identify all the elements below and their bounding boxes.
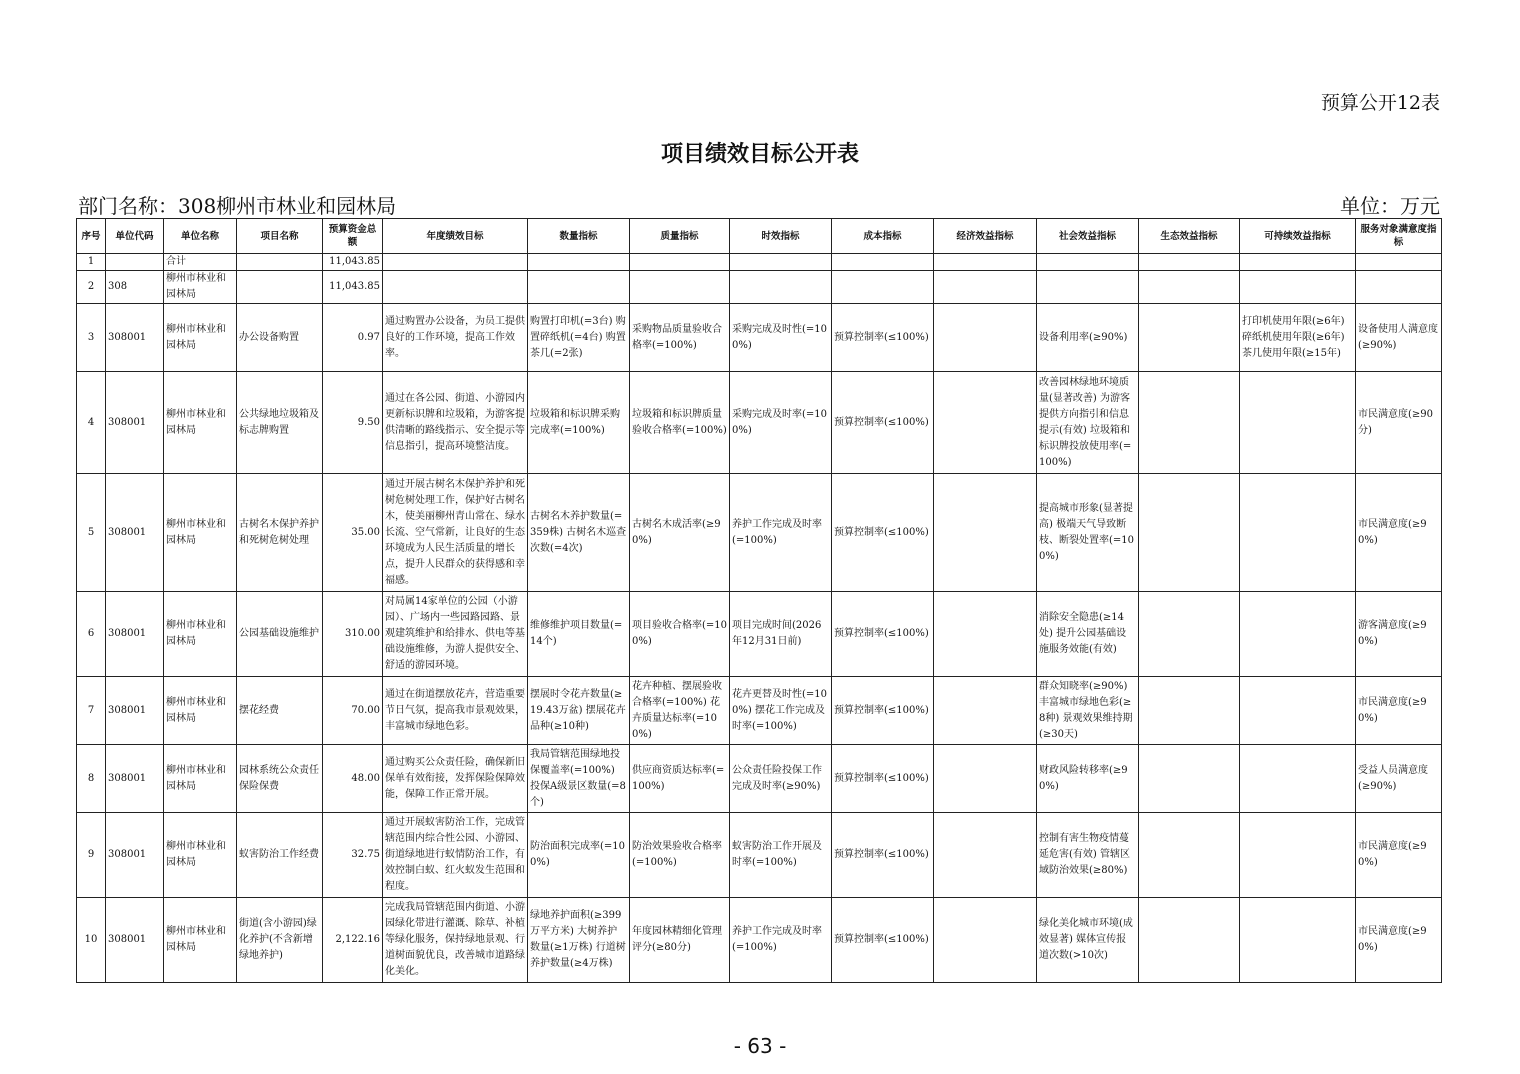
table-cell	[1240, 813, 1356, 898]
table-cell: 308001	[106, 474, 164, 592]
table-row	[77, 898, 1442, 983]
performance-table	[76, 218, 1442, 983]
table-cell	[1240, 592, 1356, 677]
table-cell: 维修维护项目数量(=14个)	[528, 592, 630, 677]
table-cell: 308001	[106, 592, 164, 677]
table-cell	[934, 271, 1037, 304]
table-cell: 设备利用率(≥90%)	[1037, 304, 1139, 372]
table-cell: 预算控制率(≤100%)	[832, 304, 934, 372]
table-cell: 市民满意度(≥90%)	[1356, 677, 1442, 745]
table-cell	[1240, 372, 1356, 474]
table-cell	[934, 745, 1037, 813]
table-number: 预算公开12表	[1320, 92, 1440, 114]
table-cell: 0.97	[323, 304, 383, 372]
table-cell: 消除安全隐患(≥14处) 提升公园基础设施服务效能(有效)	[1037, 592, 1139, 677]
table-cell: 4	[77, 372, 106, 474]
table-cell: 10	[77, 898, 106, 983]
table-row	[77, 304, 1442, 372]
table-cell: 打印机使用年限(≥6年) 碎纸机使用年限(≥6年) 茶几使用年限(≥15年)	[1240, 304, 1356, 372]
table-cell	[1356, 254, 1442, 271]
table-row	[77, 677, 1442, 745]
table-cell	[630, 254, 730, 271]
table-cell	[832, 254, 934, 271]
table-cell	[237, 271, 323, 304]
table-cell: 预算控制率(≤100%)	[832, 813, 934, 898]
table-cell	[832, 271, 934, 304]
table-row	[77, 813, 1442, 898]
table-cell	[1240, 898, 1356, 983]
table-cell: 古树名木成活率(≥90%)	[630, 474, 730, 592]
table-cell: 对局属14家单位的公园（小游园）、广场内一些园路园路、景观建筑维护和给排水、供电等基础设施维修，为游人提供安全、舒适的游园环境。	[383, 592, 528, 677]
table-cell: 供应商资质达标率(=100%)	[630, 745, 730, 813]
table-cell: 柳州市林业和园林局	[164, 813, 237, 898]
table-cell: 预算控制率(≤100%)	[832, 677, 934, 745]
table-cell: 柳州市林业和园林局	[164, 677, 237, 745]
table-cell: 园林系统公众责任保险保费	[237, 745, 323, 813]
table-cell	[1240, 254, 1356, 271]
table-cell	[383, 254, 528, 271]
table-cell	[1139, 304, 1240, 372]
table-cell: 花卉更替及时性(=100%) 摆花工作完成及时率(=100%)	[730, 677, 832, 745]
table-cell	[1037, 254, 1139, 271]
table-cell: 11,043.85	[323, 254, 383, 271]
table-cell	[528, 254, 630, 271]
table-cell: 8	[77, 745, 106, 813]
table-cell	[1240, 271, 1356, 304]
table-cell	[934, 474, 1037, 592]
table-cell	[934, 898, 1037, 983]
table-cell: 预算控制率(≤100%)	[832, 898, 934, 983]
table-cell: 项目验收合格率(=100%)	[630, 592, 730, 677]
table-cell: 柳州市林业和园林局	[164, 372, 237, 474]
table-cell	[730, 254, 832, 271]
table-cell	[1037, 271, 1139, 304]
table-cell	[934, 677, 1037, 745]
table-row	[77, 254, 1442, 271]
table-cell: 养护工作完成及时率(=100%)	[730, 474, 832, 592]
column-header: 服务对象满意度指标	[1356, 219, 1442, 254]
table-cell: 群众知晓率(≥90%) 丰富城市绿地色彩(≥8种) 景观效果维持期(≥30天)	[1037, 677, 1139, 745]
table-cell: 市民满意度(≥90分)	[1356, 372, 1442, 474]
table-cell: 通过购买公众责任险，确保新旧保单有效衔接，发挥保险保障效能，保障工作正常开展。	[383, 745, 528, 813]
table-cell: 308001	[106, 372, 164, 474]
table-cell	[528, 271, 630, 304]
table-cell: 摆展时令花卉数量(≥19.43万盆) 摆展花卉品种(≥10种)	[528, 677, 630, 745]
table-cell: 采购完成及时率(=100%)	[730, 372, 832, 474]
page-number: - 63 -	[733, 1034, 787, 1058]
table-cell: 70.00	[323, 677, 383, 745]
table-cell: 财政风险转移率(≥90%)	[1037, 745, 1139, 813]
table-cell: 花卉种植、摆展验收合格率(=100%) 花卉质量达标率(=100%)	[630, 677, 730, 745]
table-cell: 35.00	[323, 474, 383, 592]
table-cell: 预算控制率(≤100%)	[832, 745, 934, 813]
table-cell: 308001	[106, 813, 164, 898]
table-cell: 308001	[106, 677, 164, 745]
table-cell: 设备使用人满意度(≥90%)	[1356, 304, 1442, 372]
table-cell	[934, 592, 1037, 677]
table-cell	[1240, 677, 1356, 745]
table-cell	[237, 254, 323, 271]
table-cell: 蚁害防治工作开展及时率(=100%)	[730, 813, 832, 898]
column-header: 生态效益指标	[1139, 219, 1240, 254]
table-cell: 308001	[106, 745, 164, 813]
table-row	[77, 372, 1442, 474]
table-cell: 柳州市林业和园林局	[164, 592, 237, 677]
column-header: 项目名称	[237, 219, 323, 254]
table-cell	[934, 254, 1037, 271]
table-cell: 蚁害防治工作经费	[237, 813, 323, 898]
column-header: 预算资金总额	[323, 219, 383, 254]
table-cell	[1240, 474, 1356, 592]
table-cell: 通过购置办公设备，为员工提供良好的工作环境，提高工作效率。	[383, 304, 528, 372]
column-header: 数量指标	[528, 219, 630, 254]
table-cell: 控制有害生物疫情蔓延危害(有效) 管辖区域防治效果(≥80%)	[1037, 813, 1139, 898]
table-cell: 公共绿地垃圾箱及标志牌购置	[237, 372, 323, 474]
table-cell: 公园基础设施维护	[237, 592, 323, 677]
table-cell: 绿化美化城市环境(成效显著) 媒体宣传报道次数(>10次)	[1037, 898, 1139, 983]
table-cell: 办公设备购置	[237, 304, 323, 372]
table-cell	[383, 271, 528, 304]
table-cell: 完成我局管辖范围内街道、小游园绿化带进行灌溉、除草、补植等绿化服务，保持绿地景观、行道树面貌优良，改善城市道路绿化美化。	[383, 898, 528, 983]
table-cell: 绿地养护面积(≥399万平方米) 大树养护数量(≥1万株) 行道树养护数量(≥4万株)	[528, 898, 630, 983]
column-header: 单位名称	[164, 219, 237, 254]
table-cell: 垃圾箱和标识牌采购完成率(=100%)	[528, 372, 630, 474]
table-cell: 308001	[106, 898, 164, 983]
table-cell: 3	[77, 304, 106, 372]
page-title: 项目绩效目标公开表	[660, 142, 859, 167]
table-cell: 9	[77, 813, 106, 898]
table-cell: 308001	[106, 304, 164, 372]
table-cell	[106, 254, 164, 271]
table-cell: 项目完成时间(2026年12月31日前)	[730, 592, 832, 677]
table-cell	[1139, 898, 1240, 983]
table-cell: 柳州市林业和园林局	[164, 745, 237, 813]
table-cell: 采购完成及时性(=100%)	[730, 304, 832, 372]
table-header-row	[77, 219, 1442, 254]
table-cell: 32.75	[323, 813, 383, 898]
table-cell: 预算控制率(≤100%)	[832, 372, 934, 474]
table-row	[77, 745, 1442, 813]
table-cell	[1139, 813, 1240, 898]
column-header: 年度绩效目标	[383, 219, 528, 254]
table-cell	[1139, 745, 1240, 813]
table-cell: 养护工作完成及时率(=100%)	[730, 898, 832, 983]
column-header: 单位代码	[106, 219, 164, 254]
unit-label: 单位：万元	[1340, 194, 1440, 218]
table-cell: 2,122.16	[323, 898, 383, 983]
table-cell: 7	[77, 677, 106, 745]
table-cell: 购置打印机(=3台) 购置碎纸机(=4台) 购置茶几(=2张)	[528, 304, 630, 372]
column-header: 序号	[77, 219, 106, 254]
table-row	[77, 271, 1442, 304]
table-cell: 柳州市林业和园林局	[164, 271, 237, 304]
table-cell: 柳州市林业和园林局	[164, 474, 237, 592]
table-cell: 2	[77, 271, 106, 304]
table-cell: 柳州市林业和园林局	[164, 898, 237, 983]
column-header: 时效指标	[730, 219, 832, 254]
table-cell: 防治效果验收合格率(=100%)	[630, 813, 730, 898]
table-cell: 通过开展蚁害防治工作，完成管辖范围内综合性公园、小游园、街道绿地进行蚁情防治工作，有效控制白蚁、红火蚁发生范围和程度。	[383, 813, 528, 898]
table-cell: 柳州市林业和园林局	[164, 304, 237, 372]
table-cell	[730, 271, 832, 304]
table-cell	[630, 271, 730, 304]
table-cell	[1139, 592, 1240, 677]
table-cell	[934, 304, 1037, 372]
table-cell: 11,043.85	[323, 271, 383, 304]
table-cell: 摆花经费	[237, 677, 323, 745]
table-cell: 5	[77, 474, 106, 592]
table-cell	[934, 372, 1037, 474]
table-cell: 采购物品质量验收合格率(=100%)	[630, 304, 730, 372]
table-cell: 市民满意度(≥90%)	[1356, 474, 1442, 592]
department-name: 部门名称：308柳州市林业和园林局	[78, 194, 397, 218]
table-cell: 预算控制率(≤100%)	[832, 592, 934, 677]
table-cell	[1139, 254, 1240, 271]
table-cell: 9.50	[323, 372, 383, 474]
table-cell: 通过开展古树名木保护养护和死树危树处理工作，保护好古树名木，使美丽柳州青山常在、绿水长流、空气常新，让良好的生态环境成为人民生活质量的增长点，提升人民群众的获得感和幸福感。	[383, 474, 528, 592]
table-row	[77, 592, 1442, 677]
table-cell	[1356, 271, 1442, 304]
table-cell: 游客满意度(≥90%)	[1356, 592, 1442, 677]
table-cell	[1240, 745, 1356, 813]
table-cell: 市民满意度(≥90%)	[1356, 898, 1442, 983]
column-header: 质量指标	[630, 219, 730, 254]
table-cell: 48.00	[323, 745, 383, 813]
table-cell: 古树名木养护数量(=359株) 古树名木巡查次数(=4次)	[528, 474, 630, 592]
column-header: 社会效益指标	[1037, 219, 1139, 254]
table-row	[77, 474, 1442, 592]
table-cell: 通过在街道摆放花卉，营造重要节日气氛，提高我市景观效果，丰富城市绿地色彩。	[383, 677, 528, 745]
table-cell: 市民满意度(≥90%)	[1356, 813, 1442, 898]
table-cell: 我局管辖范围绿地投保覆盖率(=100%) 投保A级景区数量(=8个)	[528, 745, 630, 813]
table-cell	[934, 813, 1037, 898]
table-cell: 308	[106, 271, 164, 304]
column-header: 经济效益指标	[934, 219, 1037, 254]
table-cell	[1139, 474, 1240, 592]
table-cell: 提高城市形象(显著提高) 极端天气导致断枝、断裂处置率(=100%)	[1037, 474, 1139, 592]
table-cell: 受益人员满意度(≥90%)	[1356, 745, 1442, 813]
table-cell: 6	[77, 592, 106, 677]
table-cell: 通过在各公园、街道、小游园内更新标识牌和垃圾箱，为游客提供清晰的路线指示、安全提示等信息指引，提高环境整洁度。	[383, 372, 528, 474]
table-cell: 预算控制率(≤100%)	[832, 474, 934, 592]
table-cell	[1139, 372, 1240, 474]
table-cell: 公众责任险投保工作完成及时率(≥90%)	[730, 745, 832, 813]
table-cell	[1139, 271, 1240, 304]
table-cell: 1	[77, 254, 106, 271]
table-cell: 防治面积完成率(=100%)	[528, 813, 630, 898]
table-cell: 古树名木保护养护和死树危树处理	[237, 474, 323, 592]
column-header: 可持续效益指标	[1240, 219, 1356, 254]
table-cell: 合计	[164, 254, 237, 271]
table-cell	[1139, 677, 1240, 745]
table-cell: 年度园林精细化管理评分(≥80分)	[630, 898, 730, 983]
column-header: 成本指标	[832, 219, 934, 254]
table-cell: 310.00	[323, 592, 383, 677]
table-cell: 街道(含小游园)绿化养护(不含新增绿地养护)	[237, 898, 323, 983]
table-cell: 改善园林绿地环境质量(显著改善) 为游客提供方向指引和信息提示(有效) 垃圾箱和标识牌投放使用率(=100%)	[1037, 372, 1139, 474]
table-cell: 垃圾箱和标识牌质量验收合格率(=100%)	[630, 372, 730, 474]
